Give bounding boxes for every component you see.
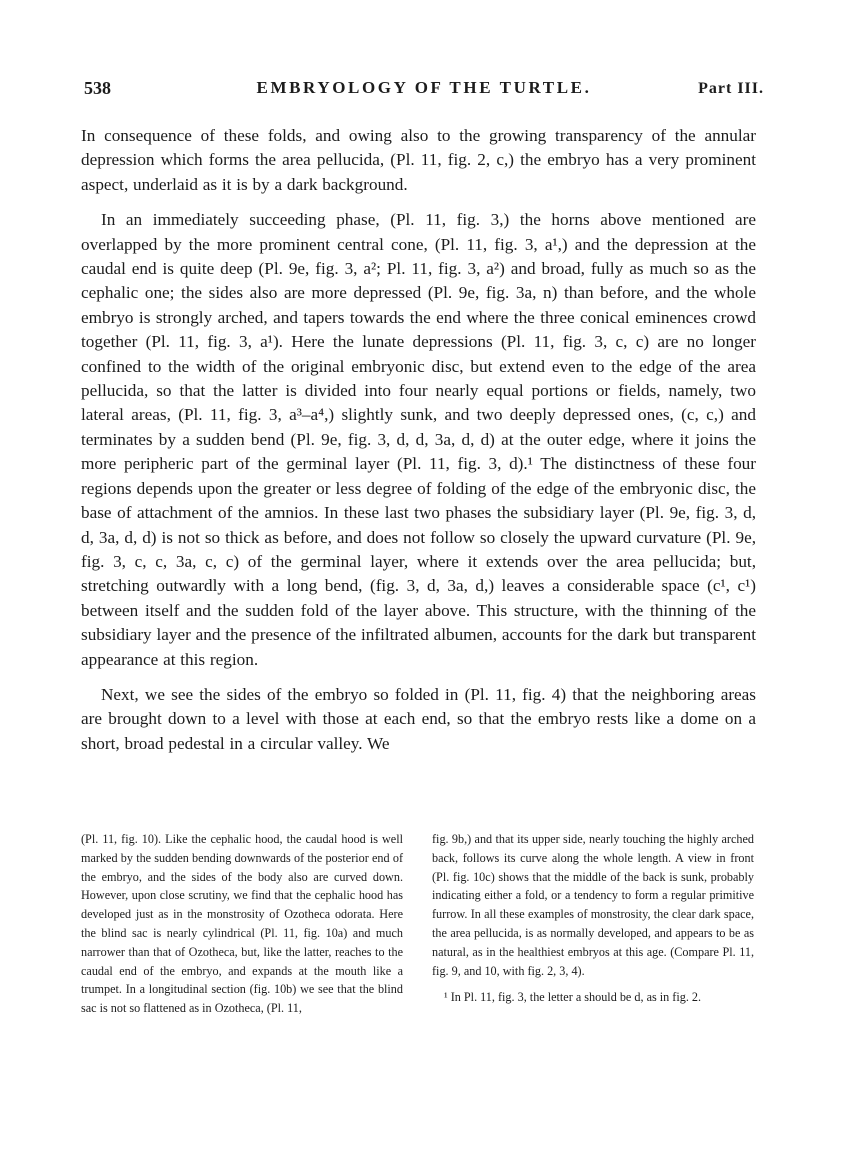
page-number: 538 bbox=[84, 78, 111, 98]
paragraph: Next, we see the sides of the embryo so folded in (Pl. 11, fig. 4) that the neighboring areas are brought down to a level with those at each end, so that the embryo rests like a dome on a short, broad pedestal in a circular valley. We bbox=[81, 684, 756, 753]
paragraph: In an immediately succeeding phase, (Pl. 11, fig. 3,) the horns above mentioned are overlapped by the more prominent central cone, (Pl. 11, fig. 3, a¹,) and the depression at the caudal end is quite deep (Pl. 9e, fig. 3, a²; Pl. 11, fig. 3, a²) and broad, fully as much so as the cephalic one; the sides also are more depressed (Pl. 9e, fig. 3a, n) than before, and the whole embryo is strongly arched, and tapers towards the end where the three conical eminences crowd together (Pl. 11, fig. 3, a¹). Here the lunate depressions (Pl. 11, fig. 3, c, c) are no longer confined to the width of the original embryonic disc, but extend even to the edge of the area pellucida, so that the latter is divided into four nearly equal portions or fields, namely, two lateral areas, (Pl. 11, fig. 3, a³–a⁴,) slightly sunk, and two deeply depressed ones, (c, c,) and terminates by a sudden bend (Pl. 9e, fig. 3, d, d, 3a, d, d) at the outer edge, where it joins the more peripheric part of the germinal layer (Pl. 11, fig. 3, d).¹ The distinctness of these four regions depends upon the greater or less degree of folding of the edge of the embryonic disc, the base of attachment of the amnios. In these last two phases the subsidiary layer (Pl. 9e, fig. 3, d, d, 3a, d, d) is not so thick as before, and does not follow so closely the upward curvature (Pl. 9e, fig. 3, c, c, 3a, c, c) of the germinal layer, where it extends over the area pellucida; but, stretching outwardly with a long bend, (fig. 3, d, 3a, d,) leaves a considerable space (c¹, c¹) between itself and the sudden fold of the layer above. This structure, with the thinning of the subsidiary layer and the presence of the infiltrated albumen, accounts for the dark but transparent appearance at this region. bbox=[81, 210, 756, 669]
page-header bbox=[84, 78, 764, 102]
main-text bbox=[81, 124, 756, 767]
running-title: EMBRYOLOGY OF THE TURTLE. bbox=[256, 78, 592, 97]
part-label: Part III. bbox=[698, 80, 764, 97]
footnote-text: fig. 9b,) and that its upper side, nearly touching the highly arched back, follows its curve along the whole length. A view in front (Pl. fig. 10c) shows that the middle of the back is sunk, probably indicating either a fold, or a tendency to form a regular primitive furrow. In all these examples of monstrosity, the clear dark space, the area pellucida, is as normally developed, and appears to be as natural, as in the healthiest embryos at this age. (Compare Pl. 11, fig. 9, and 10, with fig. 2, 3, 4). bbox=[432, 832, 754, 978]
paragraph: In consequence of these folds, and owing also to the growing transparency of the annular depression which forms the area pellucida, (Pl. 11, fig. 2, c,) the embryo has a very prominent aspect, underlaid as it is by a dark background. bbox=[81, 126, 756, 194]
footnote-column-left bbox=[81, 830, 403, 1018]
footnote-column-right bbox=[432, 830, 754, 1007]
footnote-1: ¹ In Pl. 11, fig. 3, the letter a should be d, as in fig. 2. bbox=[444, 990, 702, 1005]
footnote-text: (Pl. 11, fig. 10). Like the cephalic hood, the caudal hood is well marked by the sudden bending downwards of the posterior end of the embryo, and the sides of the body also are curved down. However, upon close scrutiny, we find that the cephalic hood has developed just as in the monstrosity of Ozotheca odorata. Here the blind sac is nearly cylindrical (Pl. 11, fig. 10a) and much narrower than that of Ozotheca, but, like the latter, reaches to the caudal end of the embryo, and expands at the mouth like a trumpet. In a longitudinal section (fig. 10b) we see that the blind sac is not so flattened as in Ozotheca, (Pl. 11, bbox=[81, 832, 403, 1016]
